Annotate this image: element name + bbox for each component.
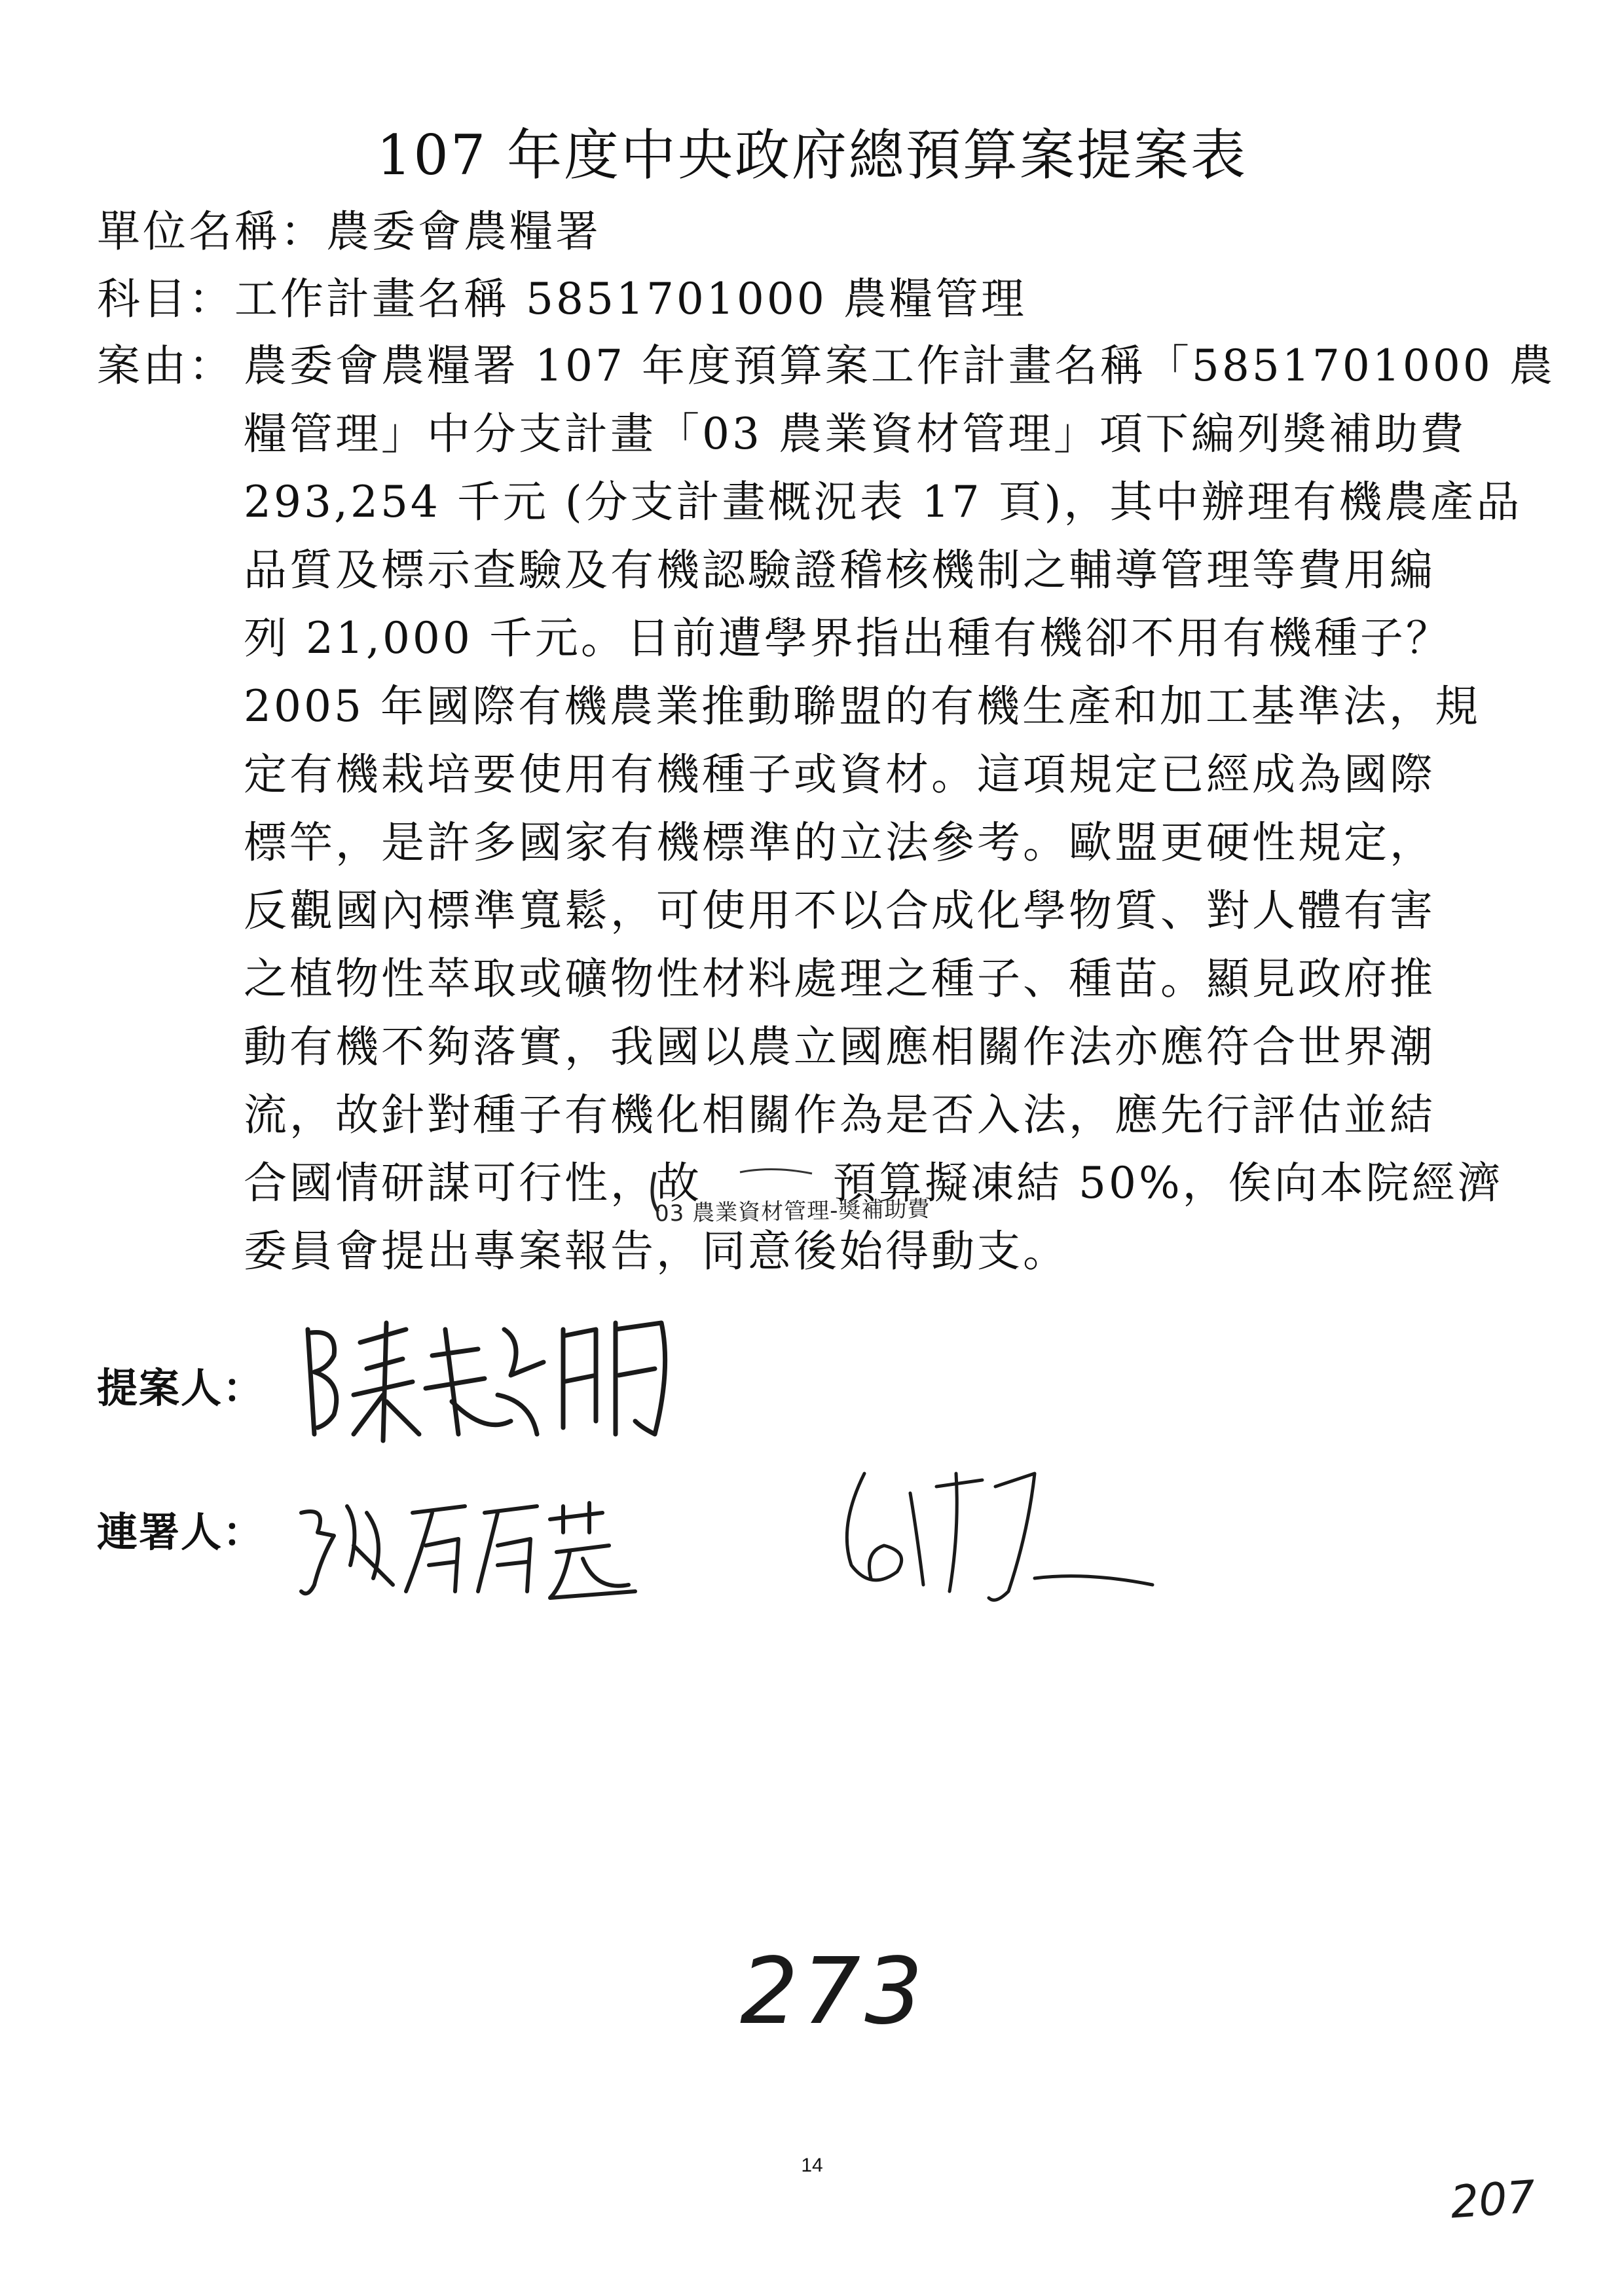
unit-value: 農委會農糧署 <box>326 206 601 257</box>
proposer-label: 提案人： <box>97 1364 265 1412</box>
case-line: 之植物性萃取或礦物性材料處理之種子、種苗。顯見政府推 <box>244 954 1435 1004</box>
case-line: 標竿，是許多國家有機標準的立法參考。歐盟更硬性規定， <box>244 817 1435 868</box>
case-line-part-before: 合國情研謀可行性，故 <box>244 1158 702 1208</box>
case-line: 品質及標示查驗及有機認驗證稽核機制之輔導管理等費用編 <box>244 545 1435 595</box>
case-line: 動有機不夠落實，我國以農立國應相關作法亦應符合世界潮 <box>244 1022 1435 1072</box>
case-label: 案由： <box>97 341 234 391</box>
cosigner-signature <box>288 1487 720 1618</box>
unit-label: 單位名稱： <box>97 206 326 257</box>
document-title: 107 年度中央政府總預算案提案表 <box>376 123 1248 187</box>
page-number: 14 <box>801 2155 823 2176</box>
case-line: 流，故針對種子有機化相關作為是否入法，應先行評估並結 <box>244 1090 1435 1140</box>
corner-annotation: 207 <box>1449 2171 1538 2229</box>
case-line: 反觀國內標準寬鬆，可使用不以合成化學物質、對人體有害 <box>244 885 1435 936</box>
proposer-signature <box>288 1303 707 1447</box>
cosigner-signature-2 <box>825 1447 1166 1618</box>
subject-value: 工作計畫名稱 5851701000 農糧管理 <box>234 274 1027 324</box>
case-line: 糧管理」中分支計畫「03 農業資材管理」項下編列獎補助費 <box>244 409 1466 459</box>
cosigner-label: 連署人： <box>97 1508 265 1556</box>
case-line: 列 21,000 千元。日前遭學界指出種有機卻不用有機種子？ <box>244 613 1452 663</box>
insertion-caret <box>0 0 1 1</box>
case-line: 委員會提出專案報告，同意後始得動支。 <box>244 1226 1069 1276</box>
subject-field <box>97 264 1027 326</box>
handwritten-page-number: 273 <box>740 1938 927 2045</box>
unit-field <box>97 196 601 259</box>
case-line: 2005 年國際有機農業推動聯盟的有機生產和加工基準法，規 <box>244 681 1481 731</box>
case-line: 定有機栽培要使用有機種子或資材。這項規定已經成為國際 <box>244 749 1435 800</box>
handwritten-insertion: 03 農業資材管理-獎補助費 <box>654 1196 931 1227</box>
case-line: 農委會農糧署 107 年度預算案工作計畫名稱「5851701000 農 <box>244 341 1555 391</box>
case-line: 293,254 千元 (分支計畫概況表 17 頁)，其中辦理有機農產品 <box>244 477 1522 527</box>
case-line-part-after: 預算擬凍結 50%，俟向本院經濟 <box>833 1158 1504 1208</box>
subject-label: 科目： <box>97 274 234 324</box>
